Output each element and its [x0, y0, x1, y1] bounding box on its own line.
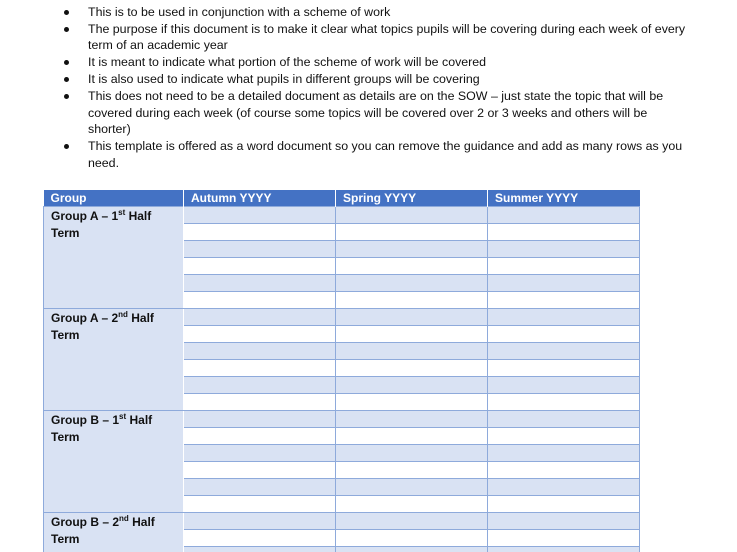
scheme-of-work-table [43, 190, 640, 552]
guidance-text: It is meant to indicate what portion of the scheme of work will be covered [88, 55, 487, 70]
table-body [44, 207, 640, 552]
week-cell[interactable] [336, 326, 488, 343]
week-cell[interactable] [488, 207, 640, 224]
group-label-cell [44, 411, 184, 513]
week-cell[interactable] [184, 411, 336, 428]
week-cell[interactable] [336, 292, 488, 309]
table-row [44, 207, 640, 224]
guidance-text: This is to be used in conjunction with a scheme of work [88, 5, 391, 19]
week-cell[interactable] [336, 411, 488, 428]
group-label: Group B – 1st Half Term [51, 412, 153, 444]
week-cell[interactable] [488, 530, 640, 547]
week-cell[interactable] [336, 360, 488, 377]
group-label: Group B – 2nd Half Term [51, 514, 155, 546]
week-cell[interactable] [488, 241, 640, 258]
week-cell[interactable] [184, 428, 336, 445]
guidance-text: The purpose if this document is to make it clear what topics pupils will be covering during each week of every term of an academic year [88, 22, 686, 53]
week-cell[interactable] [336, 547, 488, 552]
week-cell[interactable] [488, 258, 640, 275]
week-cell[interactable] [184, 258, 336, 275]
group-label: Group A – 1st Half Term [51, 208, 152, 240]
week-cell[interactable] [488, 394, 640, 411]
week-cell[interactable] [184, 360, 336, 377]
week-cell[interactable] [336, 496, 488, 513]
week-cell[interactable] [336, 309, 488, 326]
week-cell[interactable] [184, 241, 336, 258]
week-cell[interactable] [488, 275, 640, 292]
week-cell[interactable] [488, 445, 640, 462]
week-cell[interactable] [184, 462, 336, 479]
week-cell[interactable] [488, 411, 640, 428]
group-label: Group A – 2nd Half Term [51, 310, 154, 342]
guidance-text: This does not need to be a detailed document as details are on the SOW – just state the topic that will be covered during each week (of course some topics will be covered over 2 or 3 weeks and others will be shorter) [88, 89, 664, 137]
week-cell[interactable] [184, 496, 336, 513]
week-cell[interactable] [184, 547, 336, 552]
bullet-icon [64, 77, 69, 82]
group-label-cell [44, 513, 184, 552]
guidance-text: It is also used to indicate what pupils in different groups will be covering [88, 72, 480, 87]
week-cell[interactable] [488, 326, 640, 343]
header-summer: Summer YYYY [488, 190, 640, 207]
week-cell[interactable] [336, 462, 488, 479]
week-cell[interactable] [184, 377, 336, 394]
week-cell[interactable] [488, 360, 640, 377]
guidance-item [0, 54, 737, 70]
bullet-icon [64, 27, 69, 32]
week-cell[interactable] [184, 275, 336, 292]
week-cell[interactable] [184, 292, 336, 309]
guidance-item [0, 138, 737, 171]
week-cell[interactable] [184, 343, 336, 360]
week-cell[interactable] [336, 207, 488, 224]
week-cell[interactable] [336, 258, 488, 275]
table-row [44, 411, 640, 428]
week-cell[interactable] [336, 445, 488, 462]
week-cell[interactable] [184, 309, 336, 326]
week-cell[interactable] [336, 224, 488, 241]
week-cell[interactable] [336, 377, 488, 394]
week-cell[interactable] [184, 513, 336, 530]
guidance-item [0, 4, 737, 20]
header-group: Group [44, 190, 184, 207]
week-cell[interactable] [488, 479, 640, 496]
guidance-item [0, 88, 737, 137]
week-cell[interactable] [184, 224, 336, 241]
week-cell[interactable] [336, 275, 488, 292]
week-cell[interactable] [336, 513, 488, 530]
guidance-item [0, 21, 737, 54]
week-cell[interactable] [488, 428, 640, 445]
week-cell[interactable] [184, 445, 336, 462]
group-label-cell [44, 207, 184, 309]
week-cell[interactable] [336, 343, 488, 360]
guidance-list [0, 4, 737, 172]
week-cell[interactable] [488, 547, 640, 552]
week-cell[interactable] [488, 343, 640, 360]
week-cell[interactable] [184, 207, 336, 224]
week-cell[interactable] [488, 496, 640, 513]
week-cell[interactable] [336, 428, 488, 445]
bullet-icon [64, 144, 69, 149]
week-cell[interactable] [184, 479, 336, 496]
week-cell[interactable] [184, 394, 336, 411]
week-cell[interactable] [336, 530, 488, 547]
week-cell[interactable] [488, 292, 640, 309]
bullet-icon [64, 60, 69, 65]
week-cell[interactable] [488, 224, 640, 241]
header-autumn: Autumn YYYY [184, 190, 336, 207]
table-row [44, 513, 640, 530]
bullet-icon [64, 94, 69, 99]
table-row [44, 309, 640, 326]
guidance-item [0, 71, 737, 87]
week-cell[interactable] [488, 513, 640, 530]
week-cell[interactable] [184, 326, 336, 343]
table-header-row [44, 190, 640, 207]
bullet-icon [64, 10, 69, 15]
group-label-cell [44, 309, 184, 411]
header-spring: Spring YYYY [336, 190, 488, 207]
week-cell[interactable] [184, 530, 336, 547]
week-cell[interactable] [488, 377, 640, 394]
week-cell[interactable] [488, 309, 640, 326]
guidance-text: This template is offered as a word document so you can remove the guidance and add as many rows as you need. [88, 139, 683, 170]
week-cell[interactable] [336, 394, 488, 411]
week-cell[interactable] [336, 479, 488, 496]
week-cell[interactable] [488, 462, 640, 479]
week-cell[interactable] [336, 241, 488, 258]
